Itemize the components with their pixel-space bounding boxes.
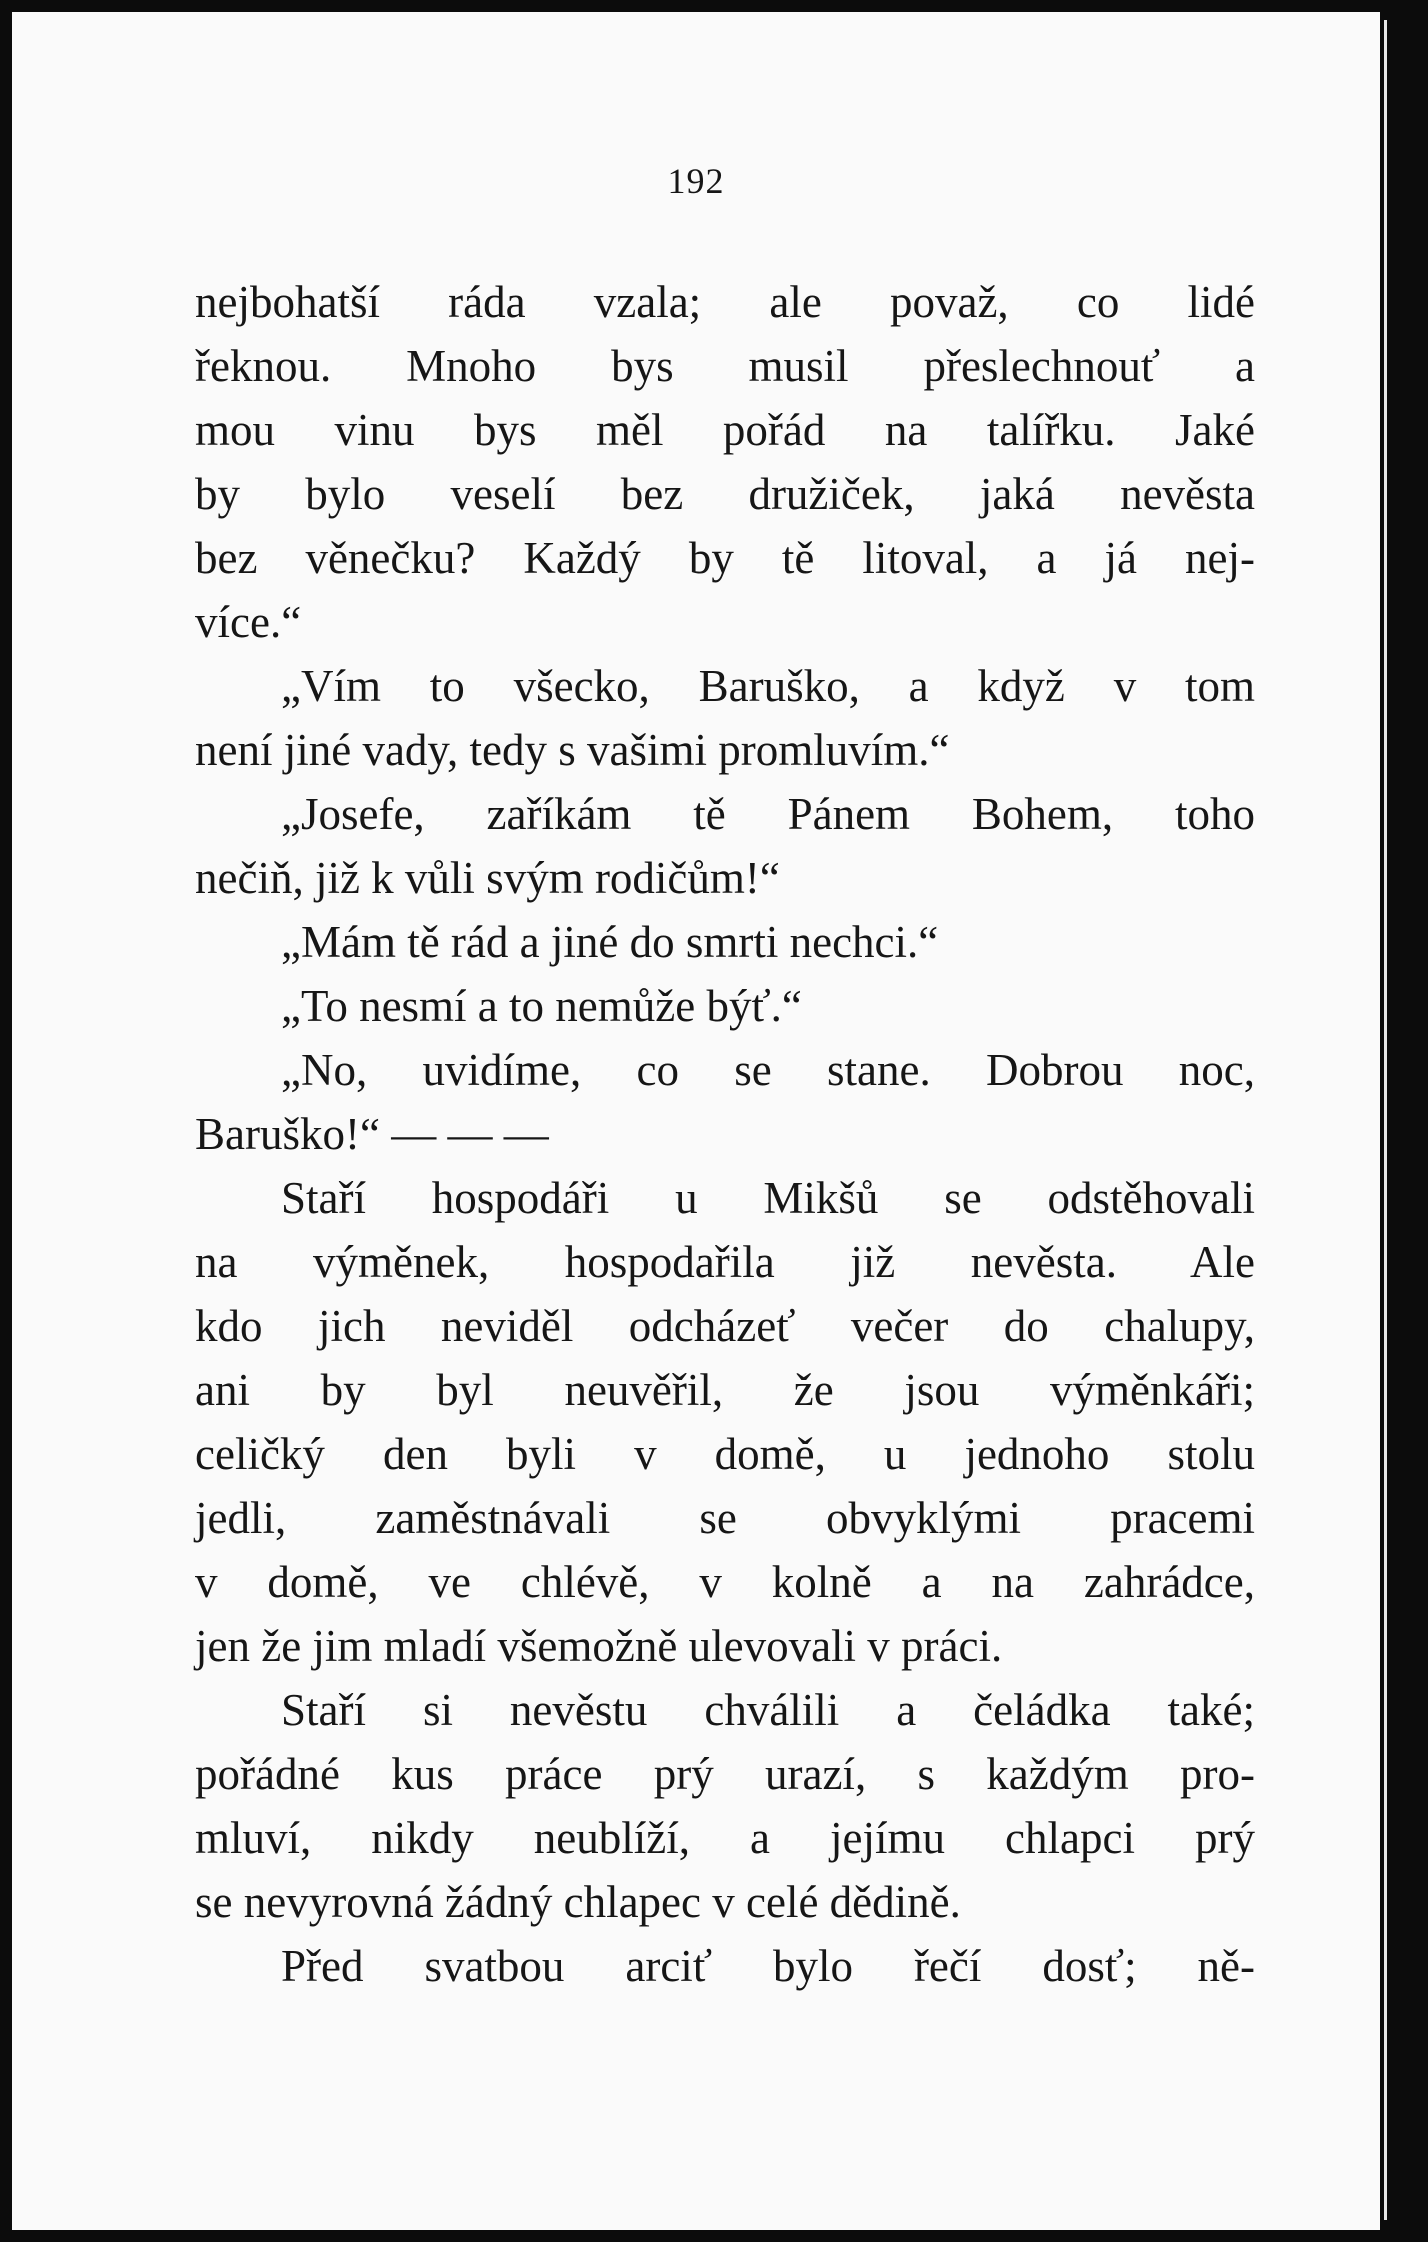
text-line: nečiň, již k vůli svým rodičům!“	[195, 853, 780, 903]
page-number: 192	[667, 161, 725, 201]
text-line: nejbohatší ráda vzala; ale považ, co lidé	[195, 277, 1255, 327]
text-line: pořádné kus práce prý urazí, s každým pro-	[195, 1749, 1255, 1799]
text-line: jedli, zaměstnávali se obvyklými pracemi	[195, 1493, 1255, 1543]
text-line: mou vinu bys měl pořád na talířku. Jaké	[195, 405, 1255, 455]
text-line: Staří si nevěstu chválili a čeládka také;	[281, 1685, 1255, 1735]
text-line: „To nesmí a to nemůže býť.“	[281, 981, 802, 1031]
text-line: více.“	[195, 597, 302, 647]
text-line: na výměnek, hospodařila již nevěsta. Ale	[195, 1237, 1255, 1287]
text-line: řeknou. Mnoho bys musil přeslechnouť a	[195, 341, 1255, 391]
body-text	[195, 270, 1255, 1998]
text-line: ani by byl neuvěřil, že jsou výměnkáři;	[195, 1365, 1255, 1415]
text-line: není jiné vady, tedy s vašimi promluvím.“	[195, 725, 950, 775]
text-line: bez věnečku? Každý by tě litoval, a já nej-	[195, 533, 1255, 583]
book-page	[12, 12, 1380, 2230]
text-line: „Vím to všecko, Baruško, a když v tom	[281, 661, 1255, 711]
text-line: se nevyrovná žádný chlapec v celé dědině.	[195, 1877, 961, 1927]
text-line: jen že jim mladí všemožně ulevovali v práci.	[195, 1621, 1003, 1671]
text-line: v domě, ve chlévě, v kolně a na zahrádce,	[195, 1557, 1255, 1607]
text-line: „Mám tě rád a jiné do smrti nechci.“	[281, 917, 939, 967]
text-line: kdo jich neviděl odcházeť večer do chalupy,	[195, 1301, 1255, 1351]
text-line: mluví, nikdy neublíží, a jejímu chlapci prý	[195, 1813, 1255, 1863]
page-edge	[1384, 20, 1387, 2220]
text-line: by bylo veselí bez družiček, jaká nevěsta	[195, 469, 1255, 519]
text-line: celičký den byli v domě, u jednoho stolu	[195, 1429, 1255, 1479]
text-line: Před svatbou arciť bylo řečí dosť; ně-	[281, 1941, 1255, 1991]
text-line: Staří hospodáři u Mikšů se odstěhovali	[281, 1173, 1255, 1223]
text-line: „Josefe, zaříkám tě Pánem Bohem, toho	[281, 789, 1255, 839]
text-line: Baruško!“ — — —	[195, 1109, 549, 1159]
text-line: „No, uvidíme, co se stane. Dobrou noc,	[281, 1045, 1255, 1095]
